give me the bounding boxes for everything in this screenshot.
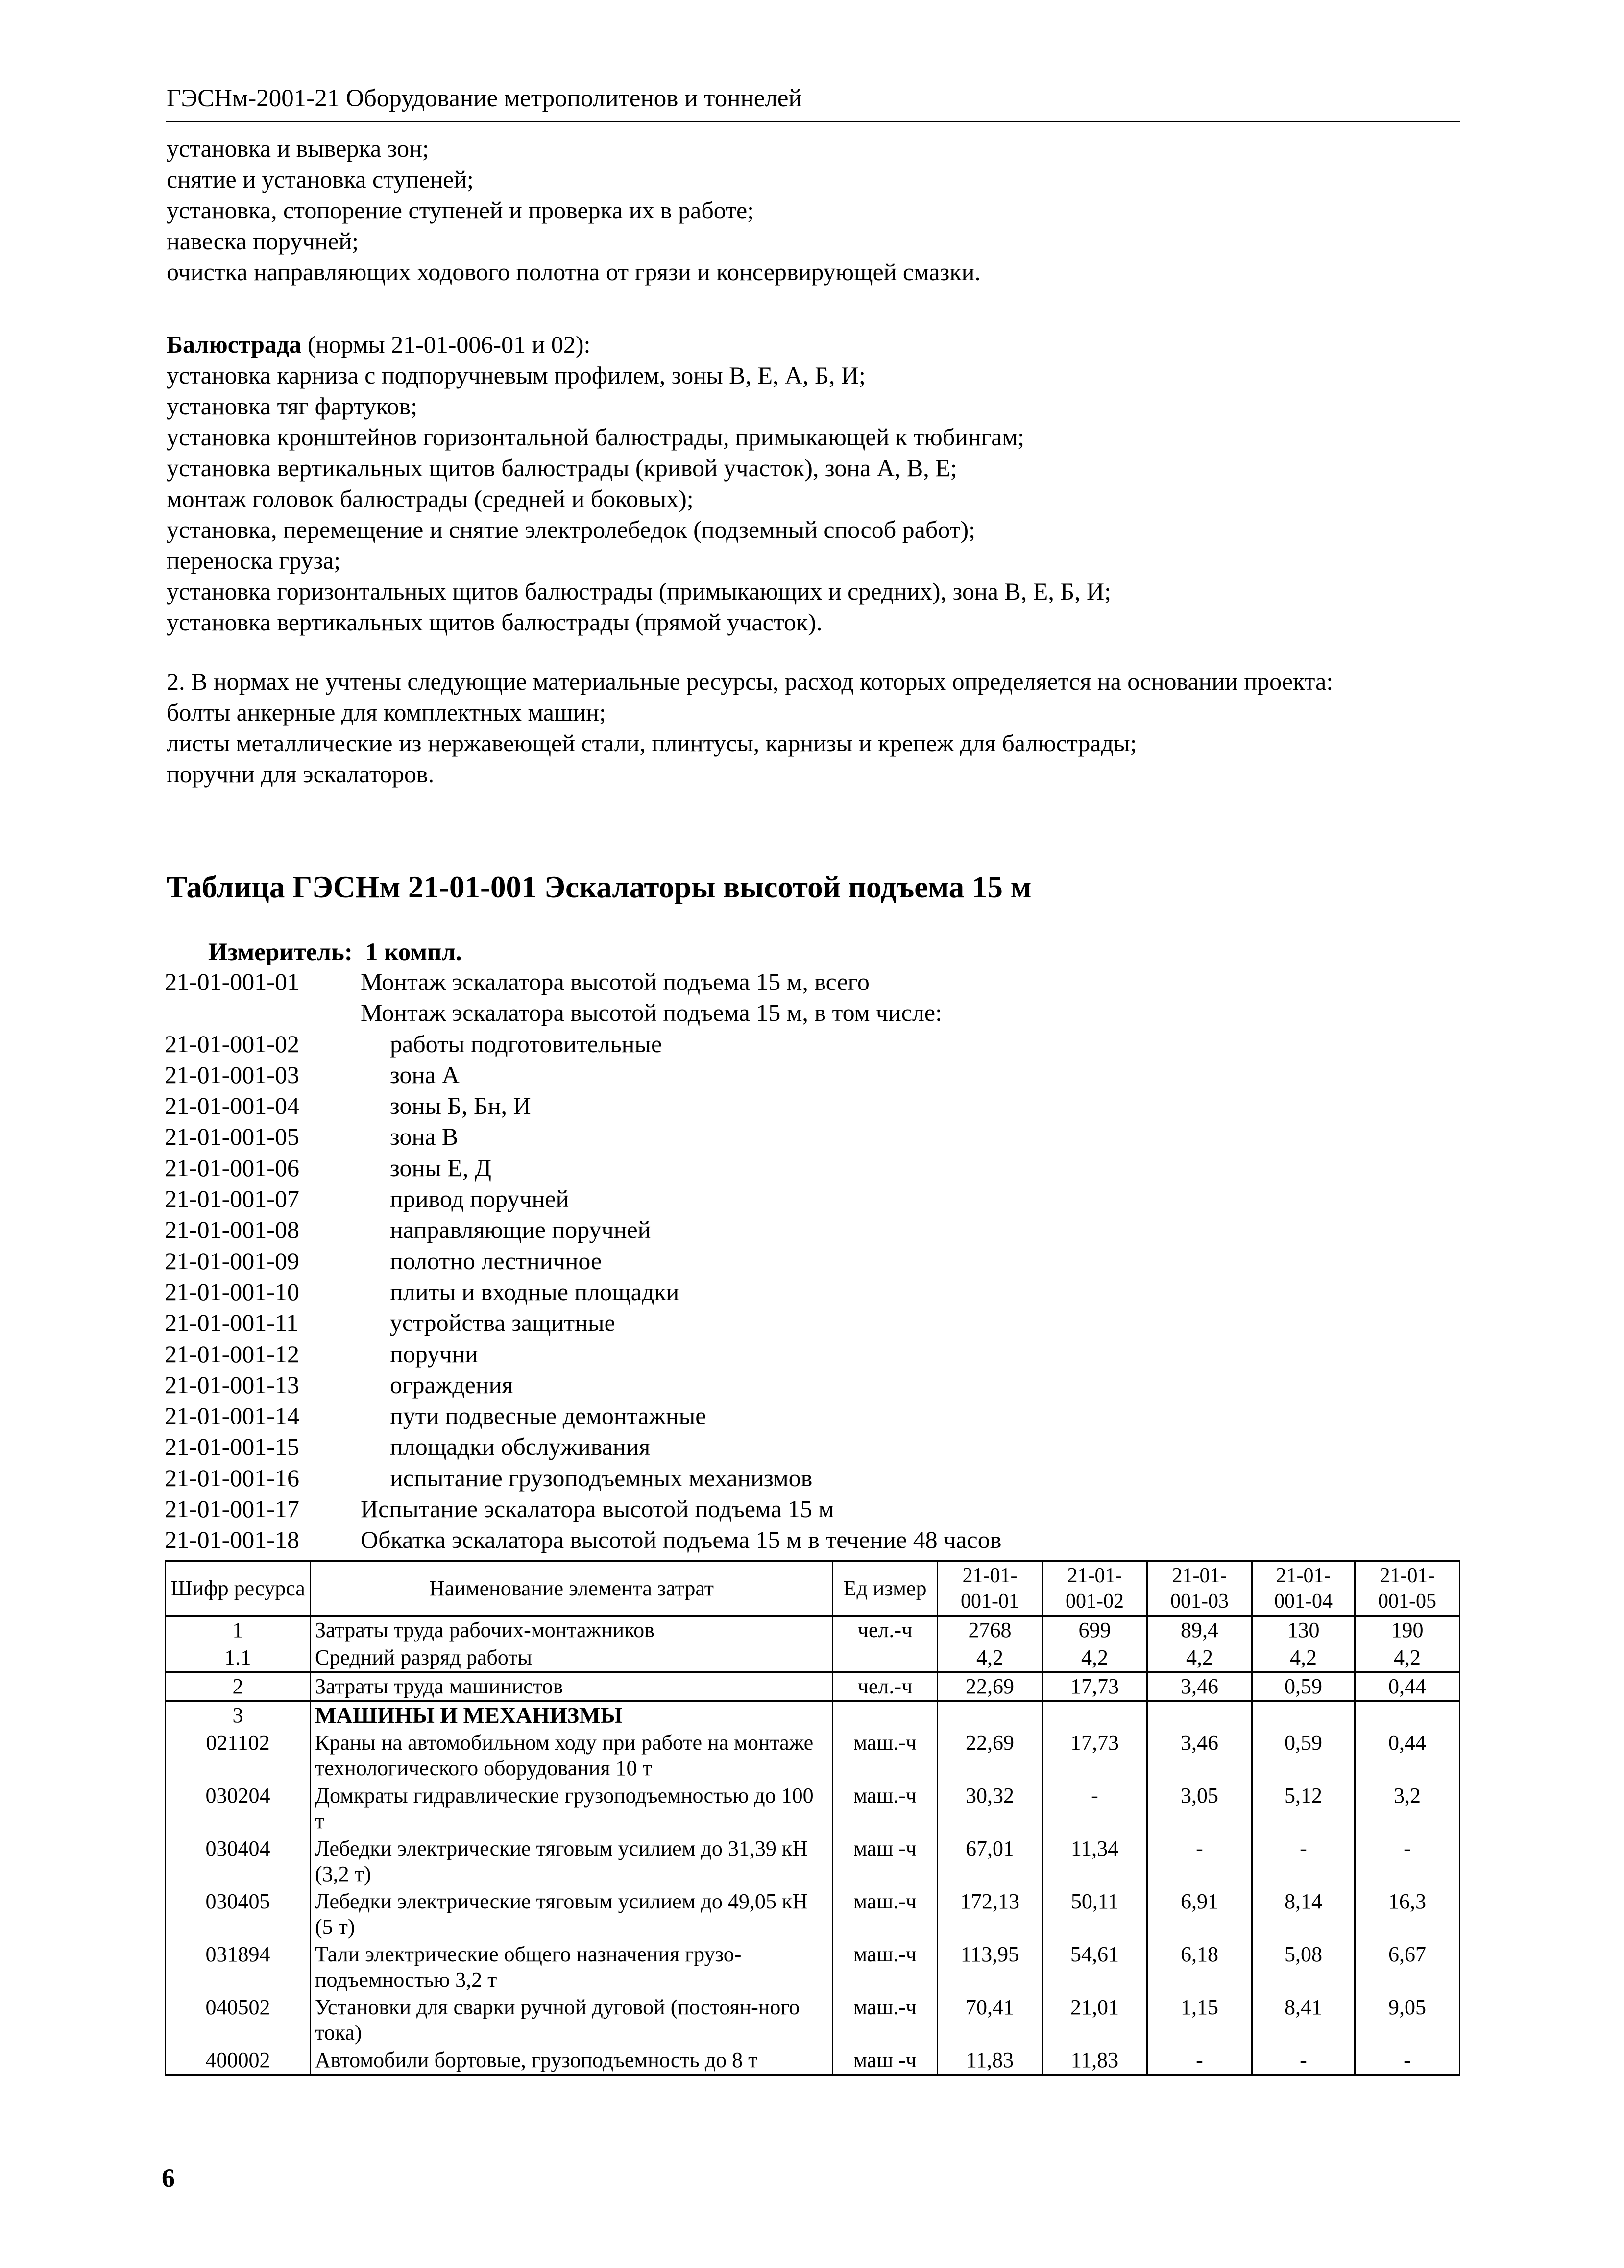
- cell-value: 2768: [938, 1616, 1042, 1644]
- norm-name: испытание грузоподъемных механизмов: [390, 1464, 813, 1492]
- norm-code: 21-01-001-02: [165, 1030, 299, 1058]
- cell-value: -: [1355, 2047, 1460, 2075]
- table-title: Таблица ГЭСНм 21-01-001 Эскалаторы высотой подъема 15 м: [167, 870, 1032, 904]
- norm-code-row: [165, 1090, 1001, 1121]
- table-row: [166, 1729, 1460, 1782]
- header-col: 21-01- 001-04: [1252, 1561, 1355, 1616]
- norm-code-row: [165, 1431, 1001, 1462]
- page-number: 6: [162, 2163, 175, 2193]
- cell-value: 6,67: [1355, 1941, 1460, 1994]
- cell-value: 5,12: [1252, 1782, 1355, 1835]
- note-line: листы металлические из нержавеющей стали, плинтусы, карнизы и крепеж для балюстрады;: [167, 729, 1137, 757]
- cell-value: 130: [1252, 1616, 1355, 1644]
- cell-unit: маш.-ч: [833, 1888, 938, 1941]
- balustrade-line: установка карниза с подпоручневым профилем, зоны В, Е, А, Б, И;: [167, 362, 866, 389]
- cell-value: 22,69: [938, 1672, 1042, 1701]
- cell-value: 4,2: [1355, 1644, 1460, 1672]
- cell-value: 67,01: [938, 1835, 1042, 1888]
- cell-value: -: [1252, 1835, 1355, 1888]
- cell-value: 190: [1355, 1616, 1460, 1644]
- norm-code: 21-01-001-15: [165, 1433, 299, 1461]
- cell-value: [1147, 1701, 1252, 1730]
- balustrade-line: установка кронштейнов горизонтальной балюстрады, примыкающей к тюбингам;: [167, 423, 1024, 451]
- norm-code: 21-01-001-17: [165, 1495, 299, 1523]
- norm-code-row: [165, 1400, 1001, 1431]
- cell-value: 21,01: [1042, 1994, 1147, 2047]
- cell-unit: маш.-ч: [833, 1994, 938, 2047]
- cell-unit: маш.-ч: [833, 1782, 938, 1835]
- cell-value: 172,13: [938, 1888, 1042, 1941]
- cell-unit: [833, 1644, 938, 1672]
- cell-value: 11,34: [1042, 1835, 1147, 1888]
- norm-code: 21-01-001-13: [165, 1371, 299, 1399]
- table-row: [166, 1644, 1460, 1672]
- cell-code: 1: [166, 1616, 311, 1644]
- norm-name: направляющие поручней: [390, 1216, 651, 1244]
- measure-label: Измеритель:: [208, 939, 353, 966]
- cell-value: 0,44: [1355, 1729, 1460, 1782]
- norm-code: 21-01-001-14: [165, 1402, 299, 1430]
- norm-name: полотно лестничное: [390, 1247, 602, 1275]
- norm-name: зона В: [390, 1123, 459, 1151]
- norm-code: 21-01-001-01: [165, 968, 299, 995]
- norm-name: работы подготовительные: [390, 1030, 662, 1058]
- norm-name: зоны Б, Бн, И: [390, 1092, 531, 1120]
- cell-code: 031894: [166, 1941, 311, 1994]
- norm-code: 21-01-001-16: [165, 1464, 299, 1492]
- norm-name: плиты и входные площадки: [390, 1278, 679, 1305]
- norm-name: Монтаж эскалатора высотой подъема 15 м, всего: [361, 968, 870, 995]
- cell-value: 6,91: [1147, 1888, 1252, 1941]
- cell-value: 30,32: [938, 1782, 1042, 1835]
- cell-name: Автомобили бортовые, грузоподъемность до 8 т: [311, 2047, 833, 2075]
- cell-unit: чел.-ч: [833, 1672, 938, 1701]
- measure: [208, 938, 462, 966]
- norm-code-list: [165, 966, 1001, 1556]
- cell-code: 030204: [166, 1782, 311, 1835]
- header-col: 21-01- 001-03: [1147, 1561, 1252, 1616]
- header-name: Наименование элемента затрат: [311, 1561, 833, 1616]
- norm-code: 21-01-001-04: [165, 1092, 299, 1120]
- note-line: 2. В нормах не учтены следующие материальные ресурсы, расход которых определяется на основании проекта:: [167, 668, 1333, 695]
- norm-code-row: [165, 1183, 1001, 1214]
- cell-unit: маш.-ч: [833, 1941, 938, 1994]
- cell-value: 4,2: [1147, 1644, 1252, 1672]
- cell-value: 8,41: [1252, 1994, 1355, 2047]
- norm-code-row: [165, 1153, 1001, 1183]
- balustrade-heading-line: [167, 329, 1111, 360]
- intro-line: установка, стопорение ступеней и проверка их в работе;: [167, 196, 754, 224]
- measure-unit: 1 компл.: [365, 939, 462, 966]
- cell-value: 0,44: [1355, 1672, 1460, 1701]
- intro-line: навеска поручней;: [167, 227, 359, 255]
- note-line: болты анкерные для комплектных машин;: [167, 699, 606, 726]
- norm-code: 21-01-001-03: [165, 1061, 299, 1088]
- cell-value: 11,83: [938, 2047, 1042, 2075]
- cell-unit: [833, 1701, 938, 1730]
- norm-code: 21-01-001-09: [165, 1247, 299, 1275]
- cell-value: 16,3: [1355, 1888, 1460, 1941]
- cell-value: [1252, 1701, 1355, 1730]
- balustrade-line: монтаж головок балюстрады (средней и боковых);: [167, 485, 694, 512]
- cell-value: [1042, 1701, 1147, 1730]
- norm-code-row: [165, 1060, 1001, 1090]
- cell-code: 400002: [166, 2047, 311, 2075]
- cell-value: 0,59: [1252, 1729, 1355, 1782]
- cell-value: 3,46: [1147, 1729, 1252, 1782]
- balustrade-line: установка, перемещение и снятие электролебедок (подземный способ работ);: [167, 516, 976, 543]
- cell-value: -: [1147, 2047, 1252, 2075]
- cell-value: -: [1147, 1835, 1252, 1888]
- cell-value: 70,41: [938, 1994, 1042, 2047]
- cell-code: 021102: [166, 1729, 311, 1782]
- norm-name: зона А: [390, 1061, 460, 1088]
- norm-name: привод поручней: [390, 1185, 569, 1213]
- balustrade-line: установка вертикальных щитов балюстрады (кривой участок), зона А, В, Е;: [167, 454, 957, 482]
- header-col: 21-01- 001-02: [1042, 1561, 1147, 1616]
- norm-code-row: [165, 966, 1001, 997]
- cell-name: Лебедки электрические тяговым усилием до 31,39 кН (3,2 т): [311, 1835, 833, 1888]
- cell-unit: чел.-ч: [833, 1616, 938, 1644]
- cell-value: 3,2: [1355, 1782, 1460, 1835]
- cell-name: Лебедки электрические тяговым усилием до 49,05 кН (5 т): [311, 1888, 833, 1941]
- norm-code-row: [165, 1524, 1001, 1555]
- norm-code: 21-01-001-18: [165, 1526, 299, 1554]
- norm-code-row: [165, 1307, 1001, 1338]
- norm-code-row: [165, 1339, 1001, 1370]
- norm-code: [165, 997, 361, 1028]
- norm-code: 21-01-001-12: [165, 1340, 299, 1368]
- balustrade-heading: Балюстрада: [167, 331, 302, 358]
- cell-value: 113,95: [938, 1941, 1042, 1994]
- balustrade-line: установка горизонтальных щитов балюстрады (примыкающих и средних), зона В, Е, Б, И;: [167, 578, 1112, 605]
- cell-value: -: [1355, 1835, 1460, 1888]
- norm-name: устройства защитные: [390, 1309, 615, 1337]
- cell-value: 6,18: [1147, 1941, 1252, 1994]
- norm-code-row: [165, 1463, 1001, 1494]
- balustrade-line: установка вертикальных щитов балюстрады (прямой участок).: [167, 608, 823, 636]
- balustrade-heading-suffix: (нормы 21-01-006-01 и 02):: [301, 331, 591, 358]
- norm-code-row: [165, 1370, 1001, 1400]
- cell-value: 17,73: [1042, 1672, 1147, 1701]
- table-row: [166, 1888, 1460, 1941]
- cell-value: 89,4: [1147, 1616, 1252, 1644]
- header-col: 21-01- 001-05: [1355, 1561, 1460, 1616]
- table-row: [166, 1994, 1460, 2047]
- cell-value: 3,05: [1147, 1782, 1252, 1835]
- norm-code: 21-01-001-11: [165, 1309, 299, 1337]
- cell-value: 8,14: [1252, 1888, 1355, 1941]
- table-row: [166, 1672, 1460, 1701]
- table-header-row: [166, 1561, 1460, 1616]
- norm-name: Испытание эскалатора высотой подъема 15 м: [361, 1495, 834, 1523]
- norm-code: 21-01-001-08: [165, 1216, 299, 1244]
- note-line: поручни для эскалаторов.: [167, 760, 435, 788]
- norm-name: поручни: [390, 1340, 478, 1368]
- intro-list: [167, 133, 981, 288]
- cell-name: Средний разряд работы: [311, 1644, 833, 1672]
- cell-value: 1,15: [1147, 1994, 1252, 2047]
- norm-code-row: [165, 1494, 1001, 1524]
- cell-code: 030404: [166, 1835, 311, 1888]
- header-col: 21-01- 001-01: [938, 1561, 1042, 1616]
- cell-value: 4,2: [1252, 1644, 1355, 1672]
- cell-name: МАШИНЫ И МЕХАНИЗМЫ: [311, 1701, 833, 1730]
- balustrade-section: [167, 329, 1111, 638]
- intro-line: снятие и установка ступеней;: [167, 166, 474, 193]
- cell-value: -: [1252, 2047, 1355, 2075]
- norm-name: зоны Е, Д: [390, 1154, 491, 1182]
- cell-code: 030405: [166, 1888, 311, 1941]
- cell-code: 3: [166, 1701, 311, 1730]
- norm-name: пути подвесные демонтажные: [390, 1402, 706, 1430]
- intro-line: установка и выверка зон;: [167, 135, 429, 162]
- cell-code: 2: [166, 1672, 311, 1701]
- norm-code-row: [165, 1246, 1001, 1277]
- norm-name: Обкатка эскалатора высотой подъема 15 м в течение 48 часов: [361, 1526, 1002, 1554]
- balustrade-line: переноска груза;: [167, 547, 341, 574]
- norm-code-row: [165, 997, 1001, 1028]
- cell-value: 22,69: [938, 1729, 1042, 1782]
- cell-name: Краны на автомобильном ходу при работе на монтаже технологического оборудования 10 т: [311, 1729, 833, 1782]
- cell-name: Тали электрические общего назначения грузо-подъемностью 3,2 т: [311, 1941, 833, 1994]
- norm-code: 21-01-001-05: [165, 1123, 299, 1151]
- cell-name: Затраты труда машинистов: [311, 1672, 833, 1701]
- norm-code-row: [165, 1277, 1001, 1307]
- note-2: [167, 666, 1333, 790]
- cell-name: Установки для сварки ручной дуговой (постоян-ного тока): [311, 1994, 833, 2047]
- cell-unit: маш -ч: [833, 1835, 938, 1888]
- header-unit: Ед измер: [833, 1561, 938, 1616]
- cell-value: 5,08: [1252, 1941, 1355, 1994]
- intro-line: очистка направляющих ходового полотна от грязи и консервирующей смазки.: [167, 258, 981, 286]
- cell-value: 3,46: [1147, 1672, 1252, 1701]
- table-row: [166, 1616, 1460, 1644]
- header-code: Шифр ресурса: [166, 1561, 311, 1616]
- norm-code-row: [165, 1214, 1001, 1245]
- cell-value: 9,05: [1355, 1994, 1460, 2047]
- table-row: [166, 1835, 1460, 1888]
- table-row: [166, 1701, 1460, 1730]
- cell-value: [938, 1701, 1042, 1730]
- cell-value: 11,83: [1042, 2047, 1147, 2075]
- norm-code: 21-01-001-10: [165, 1278, 299, 1305]
- norm-code: 21-01-001-06: [165, 1154, 299, 1182]
- cell-value: 0,59: [1252, 1672, 1355, 1701]
- norm-name: Монтаж эскалатора высотой подъема 15 м, в том числе:: [361, 999, 942, 1027]
- cell-unit: маш -ч: [833, 2047, 938, 2075]
- cell-value: 699: [1042, 1616, 1147, 1644]
- norm-code: 21-01-001-07: [165, 1185, 299, 1213]
- cell-code: 1.1: [166, 1644, 311, 1672]
- cell-value: [1355, 1701, 1460, 1730]
- cell-name: Затраты труда рабочих-монтажников: [311, 1616, 833, 1644]
- norm-name: ограждения: [390, 1371, 513, 1399]
- table-row: [166, 1941, 1460, 1994]
- header-rule: [166, 121, 1460, 122]
- norm-code-row: [165, 1029, 1001, 1060]
- running-header: ГЭСНм-2001-21 Оборудование метрополитенов и тоннелей: [167, 85, 802, 112]
- cell-value: 17,73: [1042, 1729, 1147, 1782]
- cell-value: 4,2: [1042, 1644, 1147, 1672]
- cell-value: -: [1042, 1782, 1147, 1835]
- cell-value: 4,2: [938, 1644, 1042, 1672]
- resource-table: [165, 1560, 1460, 2076]
- balustrade-line: установка тяг фартуков;: [167, 392, 418, 420]
- norm-code-row: [165, 1121, 1001, 1152]
- norm-name: площадки обслуживания: [390, 1433, 651, 1461]
- table-row: [166, 1782, 1460, 1835]
- cell-value: 50,11: [1042, 1888, 1147, 1941]
- table-row: [166, 2047, 1460, 2075]
- cell-name: Домкраты гидравлические грузоподъемностью до 100 т: [311, 1782, 833, 1835]
- cell-value: 54,61: [1042, 1941, 1147, 1994]
- cell-unit: маш.-ч: [833, 1729, 938, 1782]
- cell-code: 040502: [166, 1994, 311, 2047]
